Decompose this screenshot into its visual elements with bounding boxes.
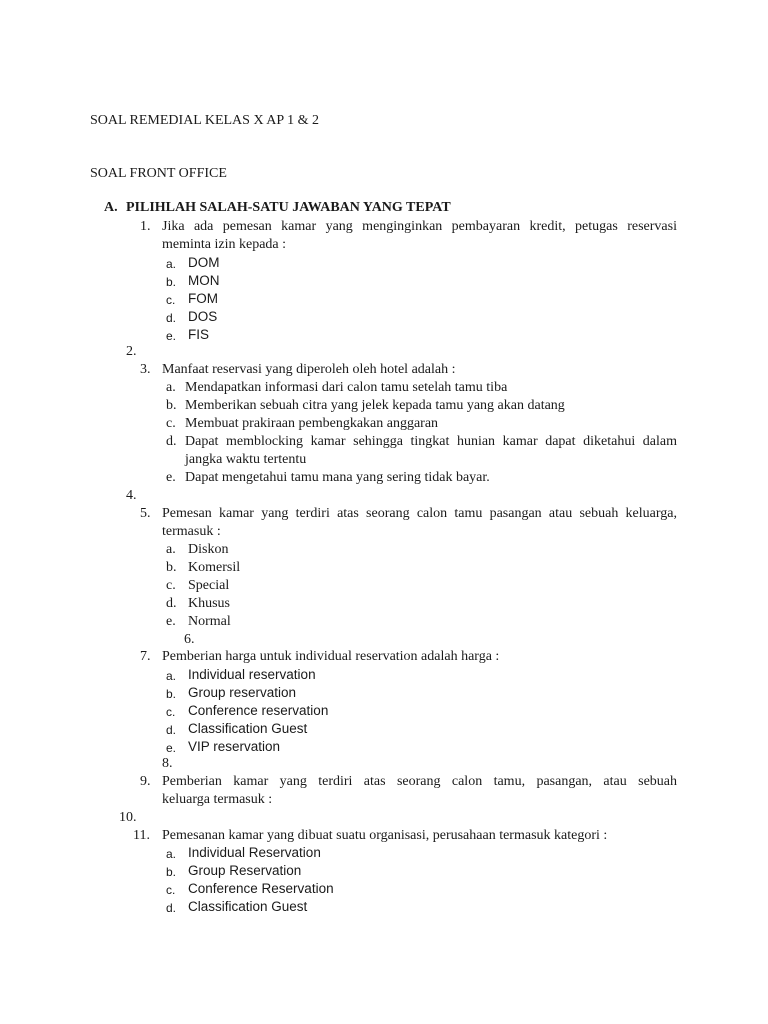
option-text: FOM: [188, 291, 218, 306]
question-number: 10.: [119, 810, 137, 825]
option-text: Group reservation: [188, 685, 297, 700]
section-heading: PILIHLAH SALAH-SATU JAWABAN YANG TEPAT: [126, 200, 451, 215]
option-label: d.: [166, 311, 177, 325]
question-number: 2.: [126, 344, 137, 359]
option-label: b.: [166, 275, 177, 289]
option-text-continued: jangka waktu tertentu: [185, 452, 307, 467]
option-label: d.: [166, 901, 177, 915]
question-number: 6.: [184, 632, 195, 647]
question-text: Manfaat reservasi yang diperoleh oleh hotel adalah :: [162, 362, 456, 377]
option-text: Dapat memblocking kamar sehingga tingkat hunian kamar dapat diketahui dalam: [185, 434, 677, 449]
option-text: Khusus: [188, 596, 231, 611]
option-text: Conference Reservation: [188, 881, 334, 896]
question-text-continued: termasuk :: [162, 524, 221, 539]
option-text: Diskon: [188, 542, 229, 557]
option-label: b.: [166, 687, 177, 701]
option-text: Individual reservation: [188, 667, 316, 682]
question-number: 3.: [140, 362, 151, 377]
option-text: DOS: [188, 309, 218, 324]
option-text: Classification Guest: [188, 721, 308, 736]
document-subtitle: SOAL FRONT OFFICE: [90, 166, 227, 181]
option-text: Classification Guest: [188, 899, 308, 914]
option-label: a.: [166, 669, 177, 683]
option-label: e.: [166, 741, 177, 755]
option-text: Group Reservation: [188, 863, 302, 878]
question-text-continued: keluarga termasuk :: [162, 792, 273, 807]
option-text: Memberikan sebuah citra yang jelek kepada tamu yang akan datang: [185, 398, 565, 413]
option-text: Komersil: [188, 560, 241, 575]
option-label: c.: [166, 416, 176, 431]
question-number: 11.: [133, 828, 150, 843]
question-text: Pemesanan kamar yang dibuat suatu organisasi, perusahaan termasuk kategori :: [162, 828, 608, 843]
option-label: c.: [166, 578, 176, 593]
option-label: a.: [166, 380, 176, 395]
option-label: d.: [166, 723, 177, 737]
question-text: Jika ada pemesan kamar yang menginginkan pembayaran kredit, petugas reservasi: [162, 219, 677, 234]
option-label: d.: [166, 596, 177, 611]
question-number: 7.: [140, 649, 151, 664]
option-text: MON: [188, 273, 220, 288]
option-text: Special: [188, 578, 230, 593]
option-label: e.: [166, 329, 177, 343]
option-label: a.: [166, 542, 176, 557]
option-text: FIS: [188, 327, 210, 342]
question-number: 5.: [140, 506, 151, 521]
option-label: a.: [166, 257, 177, 271]
option-text: Membuat prakiraan pembengkakan anggaran: [185, 416, 439, 431]
question-number: 4.: [126, 488, 137, 503]
option-label: c.: [166, 293, 176, 307]
question-text-continued: meminta izin kepada :: [162, 237, 287, 252]
option-text: Individual Reservation: [188, 845, 321, 860]
document-title: SOAL REMEDIAL KELAS X AP 1 & 2: [90, 113, 320, 128]
option-label: e.: [166, 470, 176, 485]
question-number: 8.: [162, 756, 173, 771]
question-text: Pemberian kamar yang terdiri atas seorang calon tamu, pasangan, atau sebuah: [162, 774, 677, 789]
question-text: Pemesan kamar yang terdiri atas seorang calon tamu pasangan atau sebuah keluarga,: [162, 506, 677, 521]
option-text: Normal: [188, 614, 231, 629]
question-number: 1.: [140, 219, 151, 234]
question-text: Pemberian harga untuk individual reservation adalah harga :: [162, 649, 500, 664]
option-label: b.: [166, 398, 177, 413]
option-label: d.: [166, 434, 177, 449]
option-label: b.: [166, 865, 177, 879]
option-label: a.: [166, 847, 177, 861]
option-text: Dapat mengetahui tamu mana yang sering tidak bayar.: [185, 470, 490, 485]
option-label: e.: [166, 614, 176, 629]
option-text: Mendapatkan informasi dari calon tamu setelah tamu tiba: [185, 380, 508, 395]
option-label: c.: [166, 883, 176, 897]
option-label: c.: [166, 705, 176, 719]
question-number: 9.: [140, 774, 151, 789]
option-text: VIP reservation: [188, 739, 281, 754]
option-text: DOM: [188, 255, 220, 270]
option-label: b.: [166, 560, 177, 575]
section-label: A.: [104, 200, 118, 215]
option-text: Conference reservation: [188, 703, 329, 718]
